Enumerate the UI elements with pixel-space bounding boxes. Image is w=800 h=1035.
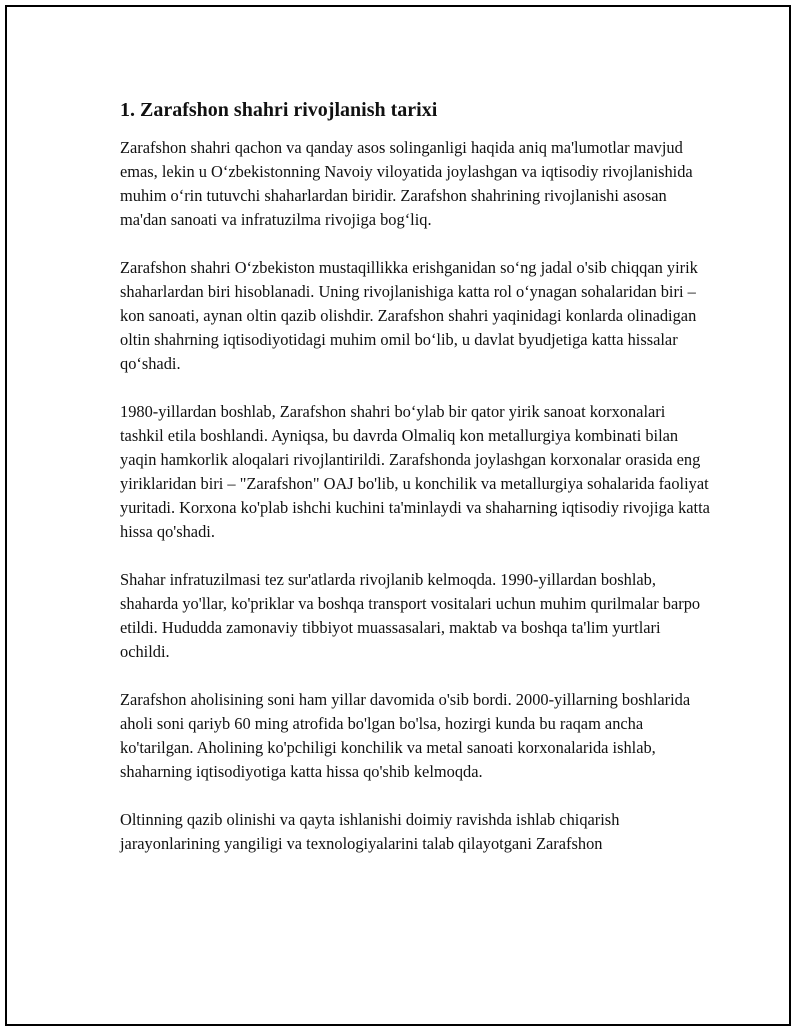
paragraph-5: Zarafshon aholisining soni ham yillar davomida o'sib bordi. 2000-yillarning boshlarida aholi soni qariyb 60 ming atrofida bo'lgan bo'lsa, hozirgi kunda bu raqam ancha ko'tarilgan. Aholining ko'pchiligi konchilik va metal sanoati korxonalarida ishlab, shaharning iqtisodiyotiga katta hissa qo'shib kelmoqda. (120, 690, 691, 781)
paragraph-6: Oltinning qazib olinishi va qayta ishlanishi doimiy ravishda ishlab chiqarish jarayonlarining yangiligi va texnologiyalarini talab qilayotgani Zarafshon (120, 810, 620, 853)
section-heading: 1. Zarafshon shahri rivojlanish tarixi (120, 99, 438, 121)
document-page (5, 5, 791, 1026)
document-body (120, 97, 710, 880)
paragraph-2: Zarafshon shahri O‘zbekiston mustaqillikka erishganidan so‘ng jadal o'sib chiqqan yirik shaharlardan biri hisoblanadi. Uning rivojlanishiga katta rol o‘ynagan sohalaridan biri – kon sanoati, aynan oltin qazib olishdir. Zarafshon shahri yaqinidagi konlarda olinadigan oltin shahrning iqtisodiyotidagi muhim omil bo‘lib, u davlat byudjetiga katta hissalar qo‘shadi. (120, 258, 698, 373)
paragraph-4: Shahar infratuzilmasi tez sur'atlarda rivojlanib kelmoqda. 1990-yillardan boshlab, shaharda yo'llar, ko'priklar va boshqa transport vositalari uchun muhim qurilmalar barpo etildi. Hududda zamonaviy tibbiyot muassasalari, maktab va boshqa ta'lim yurtlari ochildi. (120, 570, 701, 661)
paragraph-3: 1980-yillardan boshlab, Zarafshon shahri bo‘ylab bir qator yirik sanoat korxonalari tashkil etila boshlandi. Ayniqsa, bu davrda Olmaliq kon metallurgiya kombinati bilan yaqin hamkorlik aloqalari rivojlantirildi. Zarafshonda joylashgan korxonalar orasida eng yiriklaridan biri – "Zarafshon" OAJ bo'lib, u konchilik va metallurgiya sohalarida faoliyat yuritadi. Korxona ko'plab ishchi kuchini ta'minlaydi va shaharning iqtisodiy rivojiga katta hissa qo'shadi. (120, 402, 710, 541)
paragraph-1: Zarafshon shahri qachon va qanday asos solinganligi haqida aniq ma'lumotlar mavjud emas, lekin u O‘zbekistonning Navoiy viloyatida joylashgan va iqtisodiy rivojlanishida muhim o‘rin tutuvchi shaharlardan biridir. Zarafshon shahrining rivojlanishi asosan ma'dan sanoati va infratuzilma rivojiga bog‘liq. (120, 138, 693, 229)
